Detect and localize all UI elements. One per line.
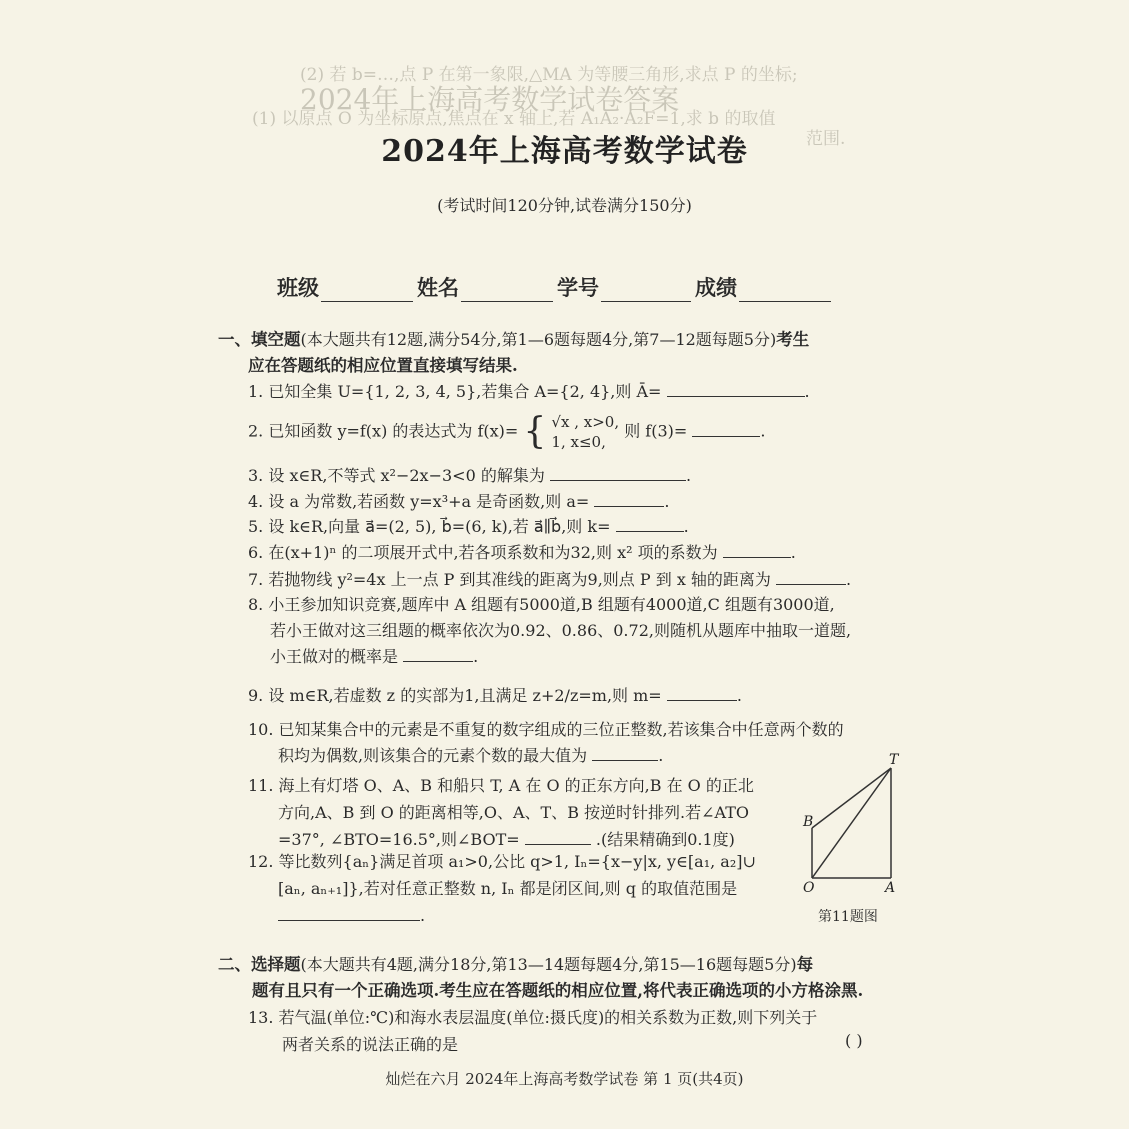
answer-blank-5[interactable]: [616, 515, 684, 532]
question-11-line-2: 方向,A、B 到 O 的距离相等,O、A、T、B 按逆时针排列.若∠ATO: [278, 803, 750, 822]
id-field[interactable]: [601, 279, 691, 302]
question-1-text: 1. 已知全集 U={1, 2, 3, 4, 5},若集合 A={2, 4},则 Ā=: [248, 382, 662, 401]
question-12-line-2: [aₙ, aₙ₊₁]},若对任意正整数 n, Iₙ 都是闭区间,则 q 的取值范围是: [278, 879, 738, 898]
section1-instruction-a: 考生: [776, 330, 810, 349]
bleed-through-line-4: 范围.: [806, 129, 846, 149]
section2-title: 二、选择题: [218, 955, 301, 974]
answer-blank-1[interactable]: [667, 380, 805, 397]
name-label: 姓名: [417, 275, 459, 300]
exam-subtitle: (考试时间120分钟,试卷满分150分): [437, 196, 692, 215]
answer-blank-9[interactable]: [667, 684, 737, 701]
question-12-line-3-wrap: [248, 906, 425, 925]
bleed-through-line-3: (1) 以原点 O 为坐标原点,焦点在 x 轴上,若 A₁A₂·A₂F=1,求 b 的取值: [252, 109, 776, 129]
question-9: 9. 设 m∈R,若虚数 z 的实部为1,且满足 z+2/z=m,则 m= .: [248, 686, 742, 705]
question-13-line-2: 两者关系的说法正确的是: [282, 1035, 459, 1054]
section1-title: 一、填空题: [218, 330, 301, 349]
bleed-through-line-2: 2024年上海高考数学试卷答案: [300, 83, 680, 116]
question-2-post: 则 f(3)=: [624, 421, 688, 441]
section2-instruction-b: 题有且只有一个正确选项.考生应在答题纸的相应位置,将代表正确选项的小方格涂黑.: [252, 981, 864, 1000]
segment-OT: [812, 768, 891, 878]
case-1: √x , x>0,: [551, 413, 620, 431]
question-1: 1. 已知全集 U={1, 2, 3, 4, 5},若集合 A={2, 4},则 Ā= .: [248, 382, 810, 401]
id-label: 学号: [557, 275, 599, 300]
point-label-B: B: [803, 814, 814, 830]
class-label: 班级: [277, 275, 319, 300]
question-8: 8. 小王参加知识竞赛,题库中 A 组题有5000道,B 组题有4000道,C 组题有3000道, 若小王做对这三组题的概率依次为0.92、0.86、0.72,则随机从题库中抽取一道题, 小王做对的概率是 .: [248, 595, 852, 666]
section2-header: [218, 952, 908, 1004]
answer-blank-10[interactable]: [592, 744, 658, 761]
student-info-row: [277, 272, 835, 302]
answer-blank-4[interactable]: [594, 490, 664, 507]
question-7: 7. 若抛物线 y²=4x 上一点 P 到其准线的距离为9,则点 P 到 x 轴的距离为 .: [248, 570, 852, 589]
question-12-line-3: .: [420, 906, 426, 925]
name-field[interactable]: [461, 279, 553, 302]
question-10-line-2: 积均为偶数,则该集合的元素个数的最大值为: [278, 746, 588, 765]
brace-symbol: {: [523, 411, 547, 452]
question-10: 10. 已知某集合中的元素是不重复的数字组成的三位正整数,若该集合中任意两个数的 积均为偶数,则该集合的元素个数的最大值为 .: [248, 720, 844, 765]
question-11: [248, 772, 754, 853]
section1-note: (本大题共有12题,满分54分,第1—6题每题4分,第7—12题每题5分): [300, 330, 777, 349]
question-3: 3. 设 x∈R,不等式 x²−2x−3<0 的解集为 .: [248, 466, 692, 485]
question-2-text: 2. 已知函数 y=f(x) 的表达式为 f(x)=: [248, 421, 519, 441]
question-2: 2. 已知函数 y=f(x) 的表达式为 f(x)= { √x , x>0, 1, x≤0, 则 f(3)= .: [248, 411, 766, 452]
question-11-line-1: 11. 海上有灯塔 O、A、B 和船只 T, A 在 O 的正东方向,B 在 O 的正北: [248, 776, 754, 795]
question-8-line-3: 小王做对的概率是: [270, 647, 399, 666]
answer-blank-6[interactable]: [723, 541, 791, 558]
page-footer: 灿烂在六月 2024年上海高考数学试卷 第 1 页(共4页): [385, 1070, 744, 1088]
answer-blank-2[interactable]: [692, 420, 760, 437]
question-10-line-1: 10. 已知某集合中的元素是不重复的数字组成的三位正整数,若该集合中任意两个数的: [248, 720, 844, 739]
answer-blank-12[interactable]: [278, 904, 420, 921]
figure-caption: 第11题图: [818, 909, 878, 925]
segment-BT: [812, 768, 891, 828]
question-12: [248, 848, 756, 929]
point-label-O: O: [803, 880, 815, 895]
exam-title: 2024年上海高考数学试卷: [381, 134, 748, 169]
answer-blank-11[interactable]: [525, 828, 591, 845]
question-3-text: 3. 设 x∈R,不等式 x²−2x−3<0 的解集为: [248, 466, 545, 485]
point-label-A: A: [885, 880, 896, 895]
piecewise-cases: [551, 412, 619, 452]
answer-blank-7[interactable]: [776, 568, 846, 585]
question-9-text: 9. 设 m∈R,若虚数 z 的实部为1,且满足 z+2/z=m,则 m=: [248, 686, 662, 705]
question-11-line-3b: .(结果精确到0.1度): [595, 830, 735, 849]
case-2: 1, x≤0,: [551, 433, 606, 451]
lighthouse-diagram: [795, 750, 905, 895]
question-8-line-1: 8. 小王参加知识竞赛,题库中 A 组题有5000道,B 组题有4000道,C 组题有3000道,: [248, 595, 835, 614]
class-field[interactable]: [321, 279, 413, 302]
answer-blank-3[interactable]: [550, 464, 686, 481]
bleed-through-line-1: (2) 若 b=…,点 P 在第一象限,△MA 为等腰三角形,求点 P 的坐标;: [300, 65, 798, 85]
question-5-text: 5. 设 k∈R,向量 a⃗=(2, 5), b⃗=(6, k),若 a⃗∥b⃗,则 k=: [248, 517, 611, 536]
question-6: 6. 在(x+1)ⁿ 的二项展开式中,若各项系数和为32,则 x² 项的系数为 .: [248, 543, 796, 562]
section2-note: (本大题共有4题,满分18分,第13—14题每题4分,第15—16题每题5分): [300, 955, 797, 974]
question-11-figure: [795, 750, 905, 899]
section1-header: [218, 327, 908, 379]
score-field[interactable]: [739, 279, 831, 302]
question-7-text: 7. 若抛物线 y²=4x 上一点 P 到其准线的距离为9,则点 P 到 x 轴的距离为: [248, 570, 771, 589]
section2-instruction-a: 每: [796, 955, 814, 974]
section1-instruction-b: 应在答题纸的相应位置直接填写结果.: [248, 356, 518, 375]
question-6-text: 6. 在(x+1)ⁿ 的二项展开式中,若各项系数和为32,则 x² 项的系数为: [248, 543, 718, 562]
question-13: [248, 1004, 817, 1058]
question-5: 5. 设 k∈R,向量 a⃗=(2, 5), b⃗=(6, k),若 a⃗∥b⃗,则 k= .: [248, 517, 689, 536]
question-4: 4. 设 a 为常数,若函数 y=x³+a 是奇函数,则 a= .: [248, 492, 670, 511]
point-label-T: T: [889, 752, 899, 768]
question-12-line-1: 12. 等比数列{aₙ}满足首项 a₁>0,公比 q>1, Iₙ={x−y|x, y∈[a₁, a₂]∪: [248, 852, 756, 871]
question-8-line-2: 若小王做对这三组题的概率依次为0.92、0.86、0.72,则随机从题库中抽取一道题,: [270, 621, 852, 640]
answer-blank-8[interactable]: [403, 645, 473, 662]
question-4-text: 4. 设 a 为常数,若函数 y=x³+a 是奇函数,则 a=: [248, 492, 590, 511]
score-label: 成绩: [695, 275, 737, 300]
question-11-line-3: =37°, ∠BTO=16.5°,则∠BOT=: [278, 830, 520, 849]
question-13-line-1: 13. 若气温(单位:℃)和海水表层温度(单位:摄氏度)的相关系数为正数,则下列关于: [248, 1008, 818, 1027]
answer-parentheses[interactable]: ( ): [845, 1031, 863, 1050]
